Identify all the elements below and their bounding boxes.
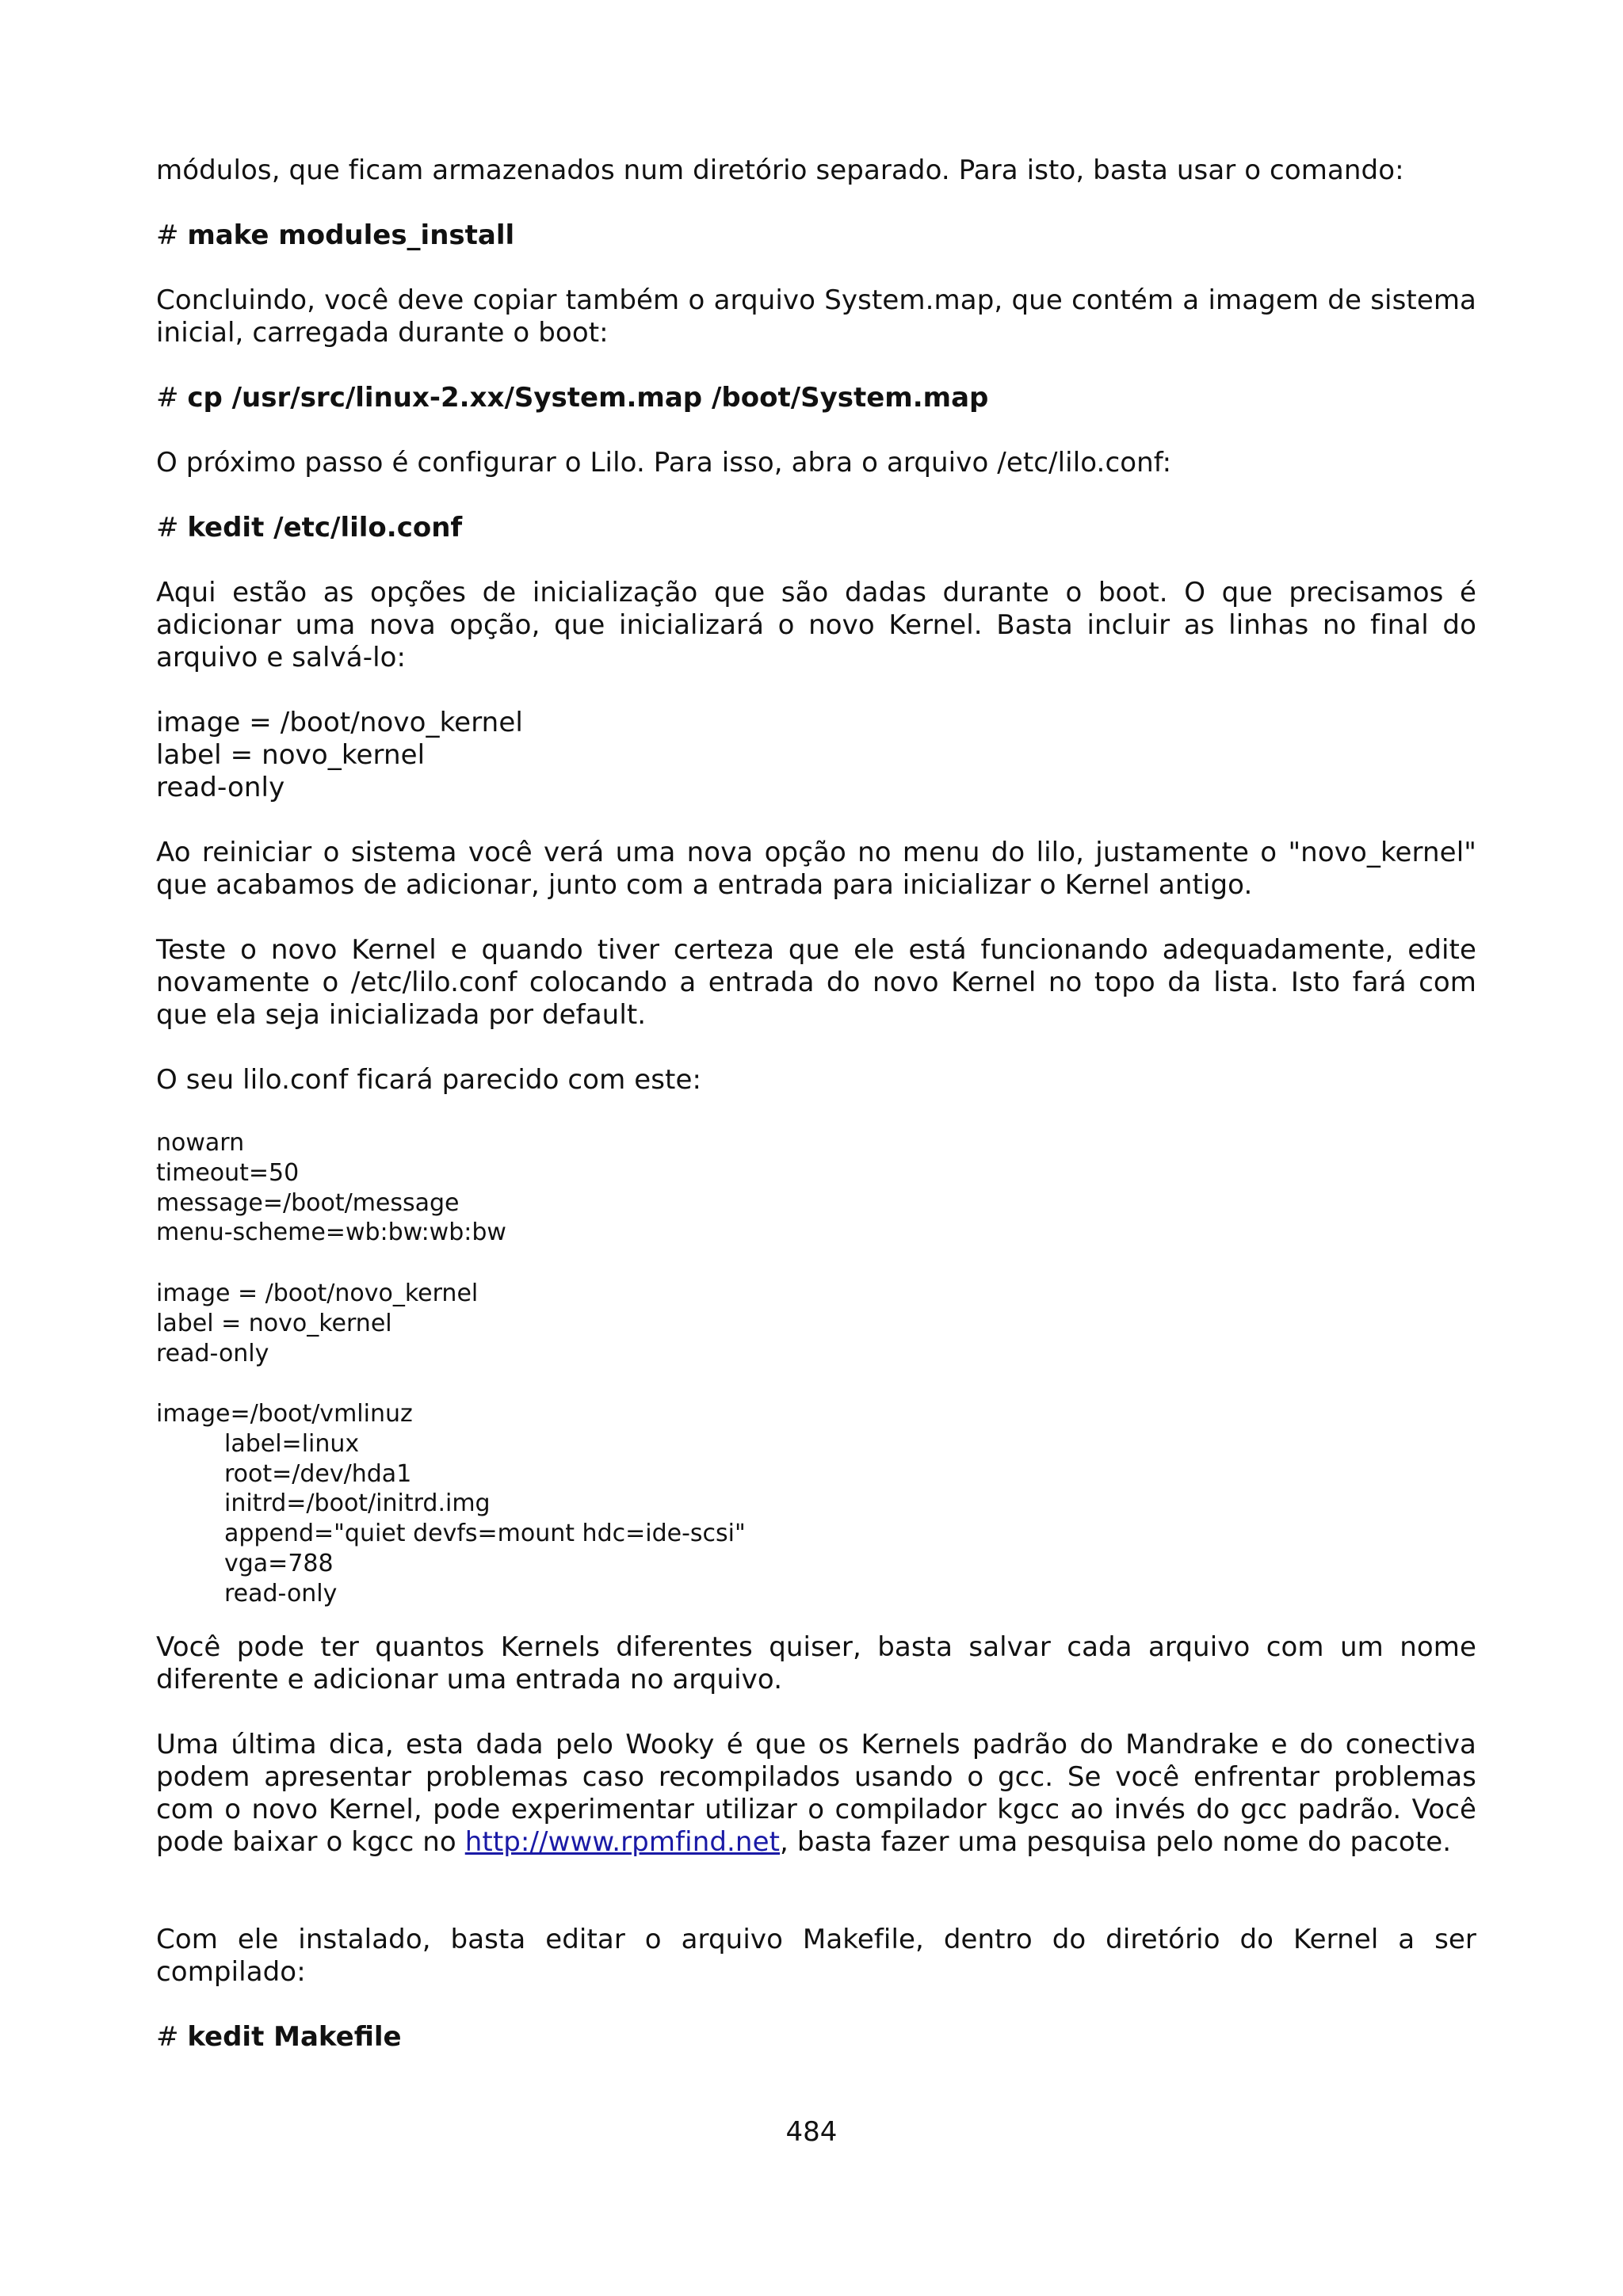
command-text: cp /usr/src/linux-2.xx/System.map /boot/System.map bbox=[187, 382, 989, 414]
config-line: menu-scheme=wb:bw:wb:bw bbox=[156, 1219, 506, 1247]
command-prompt: # bbox=[156, 219, 179, 251]
config-line: append="quiet devfs=mount hdc=ide-scsi" bbox=[224, 1520, 746, 1548]
paragraph-system-map: Concluindo, você deve copiar também o arquivo System.map, que contém a imagem de sistema inicial, carregada durante o boot: bbox=[156, 284, 1476, 349]
config-line: vga=788 bbox=[224, 1549, 334, 1577]
command-kedit-makefile bbox=[156, 2021, 402, 2054]
paragraph-edit-makefile: Com ele instalado, basta editar o arquivo Makefile, dentro do diretório do Kernel a ser compilado: bbox=[156, 1924, 1476, 1988]
tip-text-before-link: Uma última dica, esta dada pelo Wooky é que os Kernels padrão do Mandrake e do conectiva podem apresentar problemas caso recompilados usando o gcc. Se você enfrentar problemas com o novo Kernel, pode experimentar utilizar o compilador kgcc ao invés do gcc padrão. Você pode baixar o kgcc no bbox=[156, 1729, 1476, 1858]
lilo-conf-new-kernel-section bbox=[156, 1279, 478, 1368]
page-number: 484 bbox=[785, 2116, 838, 2148]
config-line: read-only bbox=[156, 1339, 269, 1367]
command-text: make modules_install bbox=[187, 219, 515, 251]
config-line: read-only bbox=[224, 1579, 338, 1608]
paragraph-test-kernel: Teste o novo Kernel e quando tiver certeza que ele está funcionando adequadamente, edite novamente o /etc/lilo.conf colocando a entrada do novo Kernel no topo da lista. Isto fará com que ela seja inicializada por default. bbox=[156, 934, 1476, 1031]
config-line: root=/dev/hda1 bbox=[224, 1459, 412, 1488]
tip-text-after-link: , basta fazer uma pesquisa pelo nome do pacote. bbox=[780, 1826, 1452, 1858]
config-line: label = novo_kernel bbox=[156, 739, 426, 771]
config-line: message=/boot/message bbox=[156, 1188, 460, 1217]
command-text: kedit /etc/lilo.conf bbox=[187, 512, 463, 543]
config-line: initrd=/boot/initrd.img bbox=[224, 1489, 491, 1518]
config-line: timeout=50 bbox=[156, 1158, 300, 1187]
lilo-conf-global-section bbox=[156, 1128, 506, 1248]
paragraph-configure-lilo: O próximo passo é configurar o Lilo. Para isso, abra o arquivo /etc/lilo.conf: bbox=[156, 447, 1172, 479]
lilo-conf-old-kernel-section bbox=[156, 1399, 746, 1609]
paragraph-lilo-example-intro: O seu lilo.conf ficará parecido com este: bbox=[156, 1064, 702, 1096]
paragraph-reboot: Ao reiniciar o sistema você verá uma nova opção no menu do lilo, justamente o "novo_kernel" que acabamos de adicionar, junto com a entrada para inicializar o Kernel antigo. bbox=[156, 837, 1476, 901]
config-line: nowarn bbox=[156, 1129, 245, 1157]
paragraph-boot-options: Aqui estão as opções de inicialização que são dadas durante o boot. O que precisamos é adicionar uma nova opção, que inicializará o novo Kernel. Basta incluir as linhas no final do arquivo e salvá-lo: bbox=[156, 577, 1476, 673]
config-line: read-only bbox=[156, 772, 285, 803]
config-snippet-new-kernel bbox=[156, 707, 1476, 804]
command-copy-system-map bbox=[156, 382, 988, 414]
command-prompt: # bbox=[156, 512, 179, 543]
command-make-modules-install bbox=[156, 219, 514, 252]
config-line: image=/boot/vmlinuz bbox=[156, 1400, 413, 1428]
paragraph-modules: módulos, que ficam armazenados num diretório separado. Para isto, basta usar o comando: bbox=[156, 154, 1404, 186]
config-line: label = novo_kernel bbox=[156, 1309, 392, 1337]
command-prompt: # bbox=[156, 2021, 179, 2053]
command-text: kedit Makefile bbox=[187, 2021, 402, 2053]
config-line: image = /boot/novo_kernel bbox=[156, 707, 523, 738]
config-line: image = /boot/novo_kernel bbox=[156, 1280, 479, 1307]
command-kedit-lilo bbox=[156, 512, 462, 544]
command-prompt: # bbox=[156, 382, 179, 414]
paragraph-kgcc-tip bbox=[156, 1729, 1476, 1859]
rpmfind-link[interactable]: http://www.rpmfind.net bbox=[464, 1826, 781, 1858]
config-line: label=linux bbox=[224, 1429, 360, 1458]
paragraph-multiple-kernels: Você pode ter quantos Kernels diferentes quiser, basta salvar cada arquivo com um nome diferente e adicionar uma entrada no arquivo. bbox=[156, 1631, 1476, 1695]
